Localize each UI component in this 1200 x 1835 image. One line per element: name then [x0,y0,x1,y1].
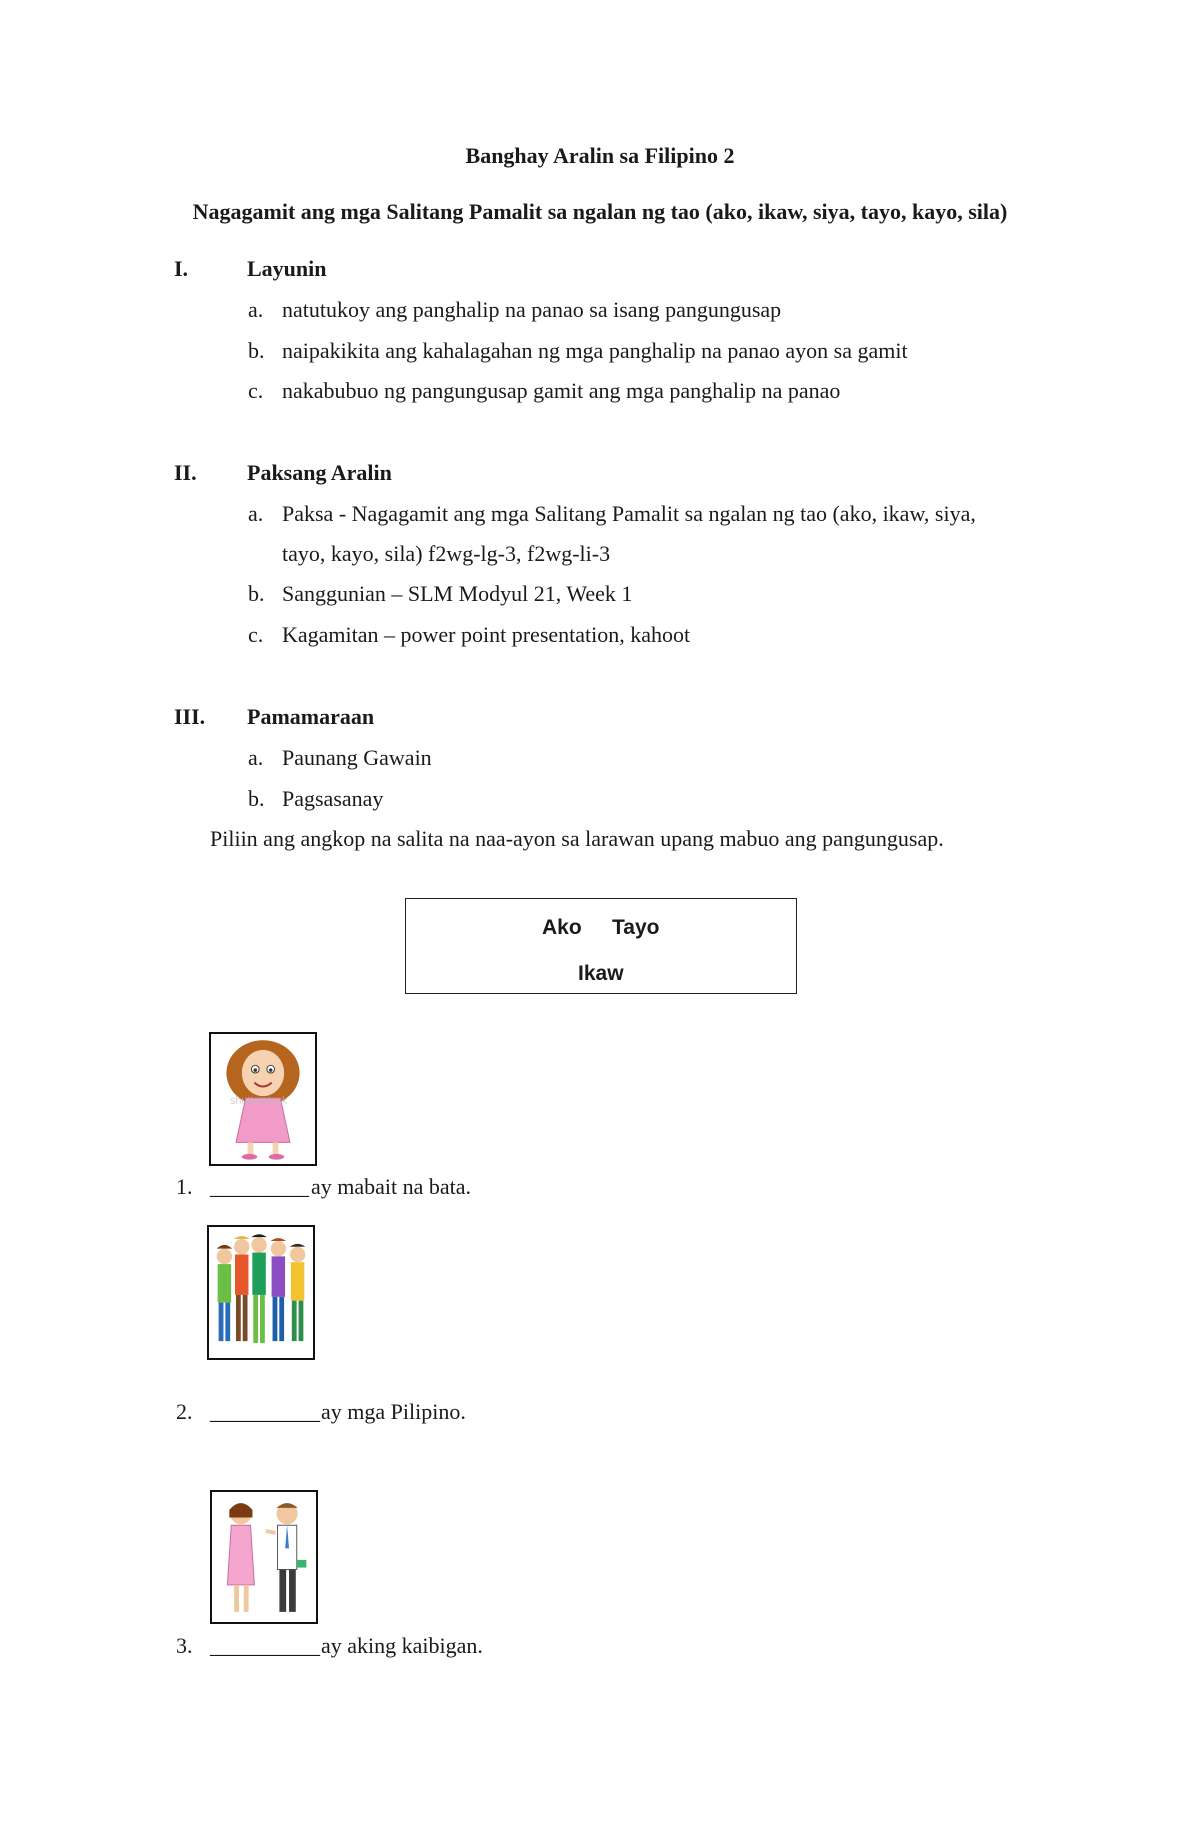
instruction: Piliin ang angkop na salita na naa-ayon sa larawan upang mabuo ang pangungusap. [210,826,944,851]
answer-blank[interactable]: _________ [210,1174,309,1199]
section-heading: Layunin [247,256,327,281]
word-box [405,898,797,994]
word-choice: Tayo [612,916,660,939]
two-people-talking-illustration [210,1490,318,1624]
watermark-text: shutterstock [230,1094,288,1107]
answer-blank[interactable]: __________ [210,1633,320,1658]
list-letter: b. [248,338,265,363]
exercise-number: 2. [176,1399,193,1424]
list-item: nakabubuo ng pangungusap gamit ang mga panghalip na panao [282,378,841,403]
section-heading: Paksang Aralin [247,460,392,485]
list-letter: a. [248,501,264,526]
page-title: Banghay Aralin sa Filipino 2 [465,143,735,168]
list-item: natutukoy ang panghalip na panao sa isang pangungusap [282,297,782,322]
answer-blank[interactable]: __________ [210,1399,320,1424]
list-item: Paunang Gawain [282,745,432,770]
girl-illustration [209,1032,317,1166]
list-item-continuation: tayo, kayo, sila) f2wg-lg-3, f2wg-li-3 [282,541,611,566]
section-numeral: I. [174,256,189,281]
section-numeral: III. [174,704,206,729]
list-item: Sanggunian – SLM Modyul 21, Week 1 [282,581,633,606]
list-item: Paksa - Nagagamit ang mga Salitang Pamalit sa ngalan ng tao (ako, ikaw, siya, [282,501,976,526]
list-letter: c. [248,622,264,647]
exercise-text: ay aking kaibigan. [321,1633,483,1658]
exercise-number: 1. [176,1174,193,1199]
list-letter: b. [248,581,265,606]
exercise-text: ay mga Pilipino. [321,1399,466,1424]
word-choice: Ako [542,916,582,939]
list-item: Pagsasanay [282,786,384,811]
section-numeral: II. [174,460,197,485]
group-of-people-illustration [207,1225,315,1360]
list-letter: a. [248,297,264,322]
list-item: Kagamitan – power point presentation, kahoot [282,622,691,647]
list-letter: c. [248,378,264,403]
exercise-text: ay mabait na bata. [311,1174,472,1199]
section-heading: Pamamaraan [247,704,375,729]
exercise-number: 3. [176,1633,193,1658]
list-letter: b. [248,786,265,811]
list-letter: a. [248,745,264,770]
list-item: naipakikita ang kahalagahan ng mga panghalip na panao ayon sa gamit [282,338,908,363]
word-choice: Ikaw [578,962,624,985]
page-subtitle: Nagagamit ang mga Salitang Pamalit sa ngalan ng tao (ako, ikaw, siya, tayo, kayo, sila) [192,199,1008,224]
